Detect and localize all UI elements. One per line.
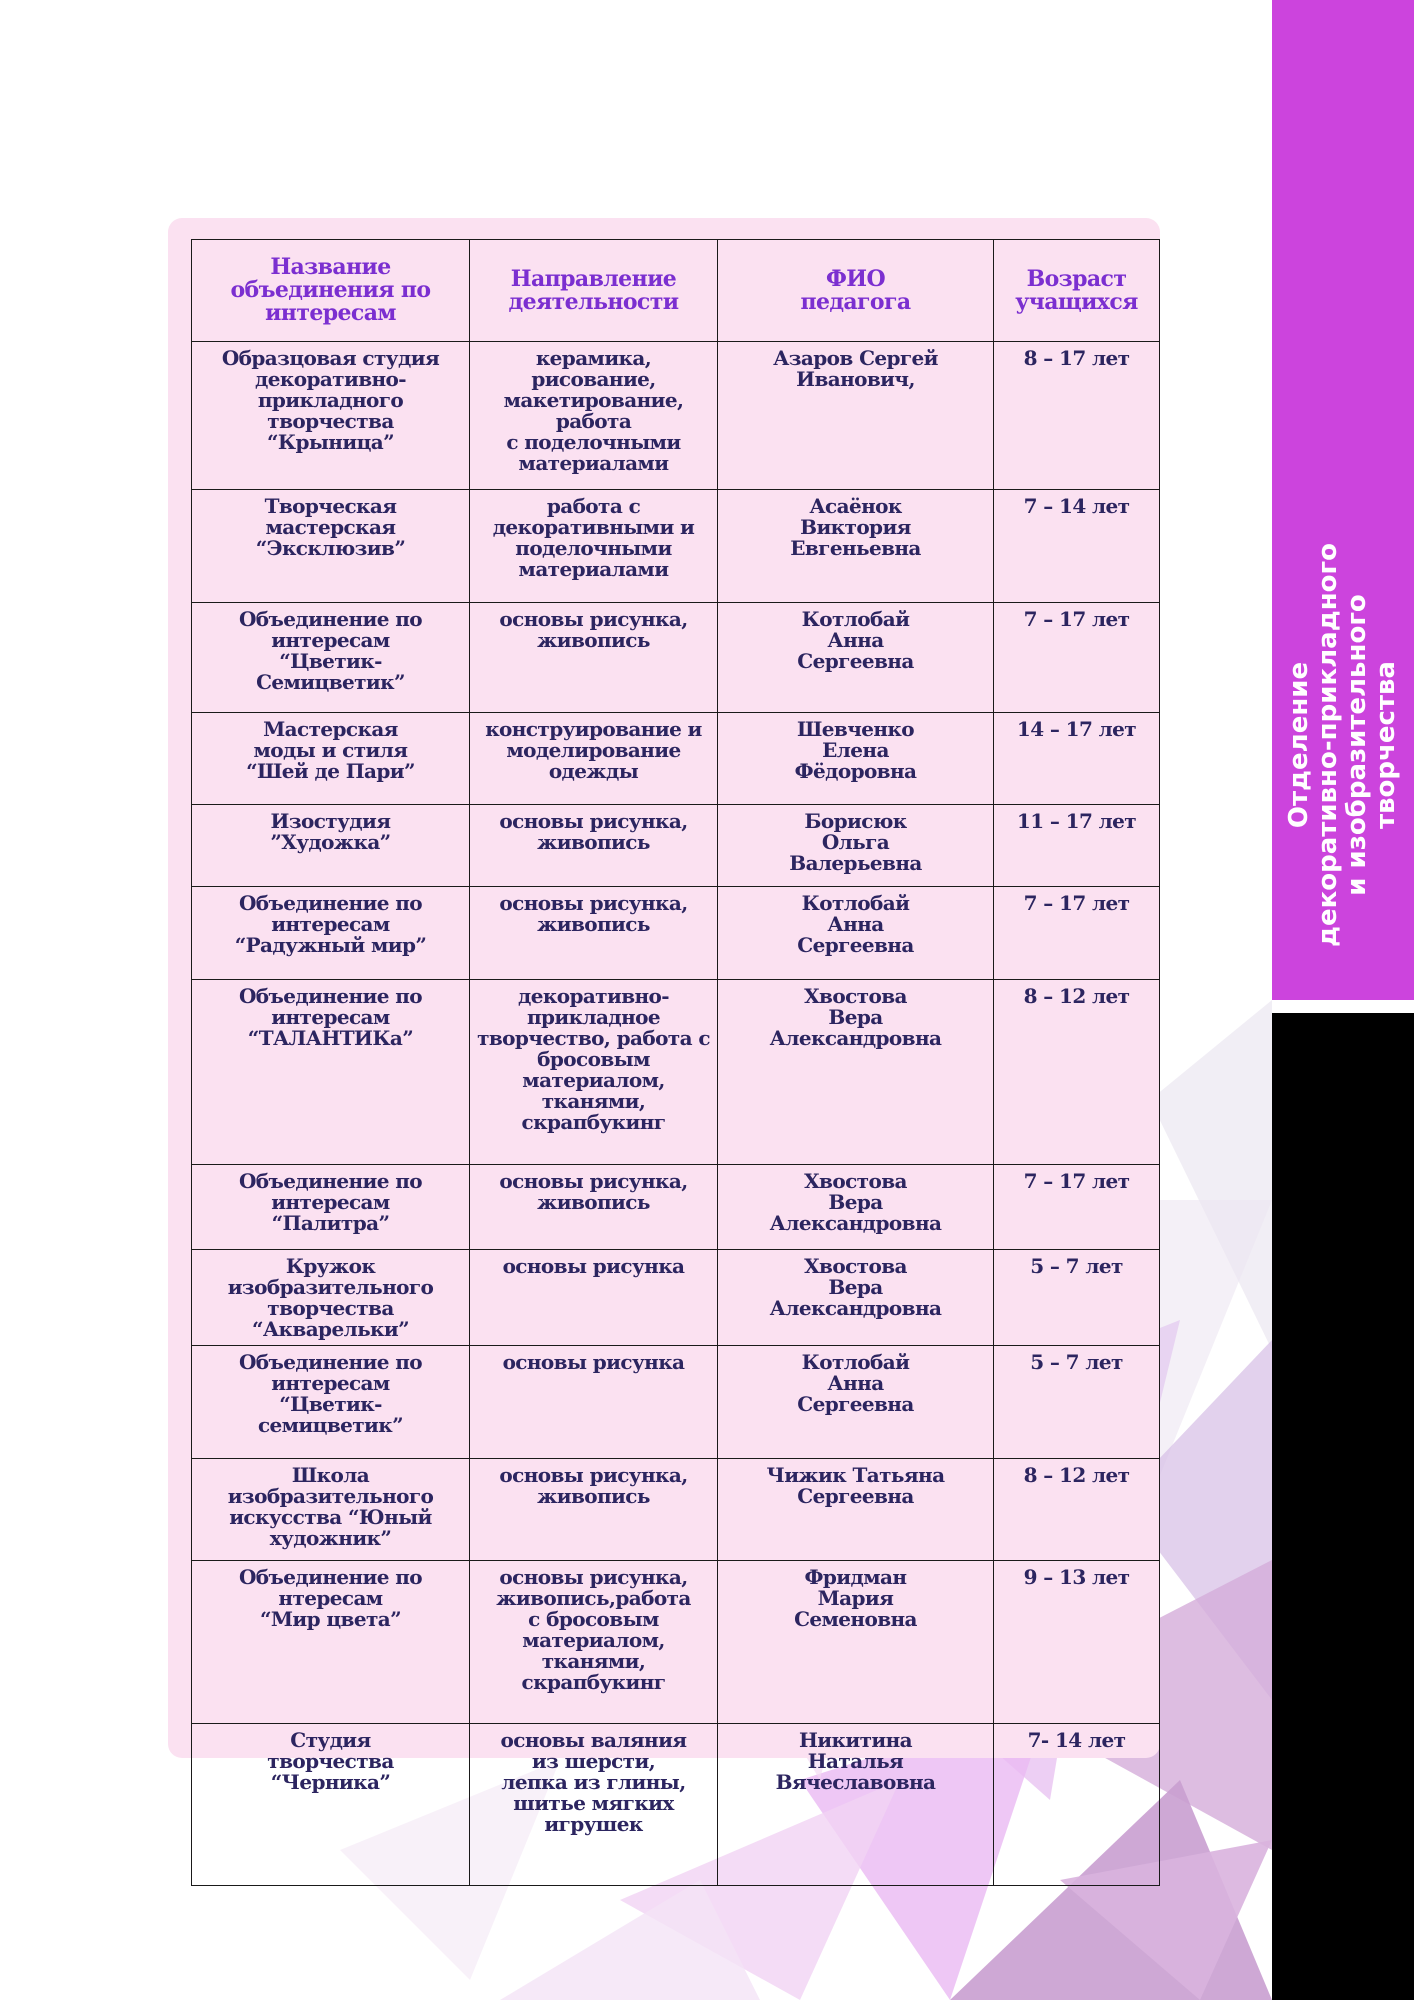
table-row (192, 342, 1160, 490)
cell-direction (470, 603, 718, 713)
cell-association-name-line: декоративно- (255, 367, 406, 391)
cell-association-name-line: “Шей де Пари” (246, 759, 415, 783)
cell-direction-line: основы рисунка, (499, 1463, 688, 1487)
cell-association-name-line: изобразительного (227, 1484, 434, 1508)
cell-direction-line: декоративными и (492, 515, 695, 539)
cell-direction-line: живопись,работа (496, 1586, 691, 1610)
cell-teacher-line: Чижик Татьяна (766, 1463, 945, 1487)
cell-association-name-line: искусства “Юный (229, 1505, 432, 1529)
cell-direction-line: бросовым (537, 1047, 650, 1071)
table-row (192, 1165, 1160, 1250)
cell-association-name (192, 1561, 470, 1724)
cell-direction-line: поделочными (515, 536, 672, 560)
cell-association-name-line: ”Художка” (270, 830, 391, 854)
cell-teacher-line: Котлобай (801, 1350, 910, 1374)
cell-age: 9 – 13 лет (994, 1561, 1160, 1724)
cell-direction-line: декоративно- (518, 984, 669, 1008)
cell-association-name-line: интересам (271, 1005, 390, 1029)
cell-direction-line: живопись (537, 1190, 650, 1214)
cell-direction-line: живопись (537, 628, 650, 652)
cell-association-name-line: Объединение по (238, 1350, 423, 1374)
cell-direction-line: лепка из глины, (501, 1770, 686, 1794)
cell-direction (470, 342, 718, 490)
cell-teacher-line: Хвостова (804, 984, 907, 1008)
cell-association-name-line: Объединение по (238, 607, 423, 631)
cell-association-name-line: художник” (269, 1526, 392, 1550)
cell-direction-line: моделирование (506, 738, 681, 762)
cell-teacher (718, 1561, 994, 1724)
cell-association-name (192, 603, 470, 713)
table-row (192, 980, 1160, 1165)
cell-association-name (192, 887, 470, 980)
table-row (192, 713, 1160, 805)
cell-association-name-line: Объединение по (238, 1169, 423, 1193)
cell-teacher-line: Анна (827, 912, 884, 936)
table-row (192, 1459, 1160, 1561)
cell-teacher (718, 1724, 994, 1886)
cell-age: 5 – 7 лет (994, 1346, 1160, 1459)
cell-teacher (718, 342, 994, 490)
cell-teacher (718, 980, 994, 1165)
cell-direction-line: творчество, работа с (477, 1026, 710, 1050)
cell-teacher-line: Вячеславовна (775, 1770, 936, 1794)
cell-association-name-line: “Эксклюзив” (255, 536, 406, 560)
cell-age: 7- 14 лет (994, 1724, 1160, 1886)
cell-direction-line: основы рисунка, (499, 891, 688, 915)
cell-direction-line: работа с (546, 494, 641, 518)
header-direction: Направление деятельности (470, 240, 718, 342)
cell-teacher-line: Александровна (769, 1211, 942, 1235)
cell-direction-line: с поделочными (506, 430, 681, 454)
cell-direction-line: конструирование и (485, 717, 702, 741)
cell-teacher-line: Валерьевна (789, 851, 922, 875)
cell-association-name-line: творчества (267, 1749, 394, 1773)
cell-association-name-line: Мастерская (263, 717, 398, 741)
cell-teacher-line: Анна (827, 1371, 884, 1395)
cell-association-name-line: Кружок (285, 1254, 376, 1278)
cell-direction (470, 1724, 718, 1886)
cell-association-name-line: прикладного (257, 388, 404, 412)
cell-direction-line: основы рисунка, (499, 809, 688, 833)
cell-direction-line: живопись (537, 912, 650, 936)
cell-association-name-line: “Палитра” (271, 1211, 390, 1235)
cell-age: 8 – 12 лет (994, 1459, 1160, 1561)
cell-association-name-line: “Цветик- (279, 649, 382, 673)
cell-association-name-line: Образцовая студия (221, 346, 440, 370)
cell-direction (470, 980, 718, 1165)
associations-table (191, 239, 1160, 1886)
cell-direction-line: одежды (548, 759, 639, 783)
cell-age: 5 – 7 лет (994, 1250, 1160, 1346)
cell-direction-line: из шерсти, (531, 1749, 656, 1773)
cell-teacher-line: Виктория (800, 515, 911, 539)
side-black-band (1272, 1013, 1414, 2000)
cell-association-name-line: Объединение по (238, 1565, 423, 1589)
cell-direction-line: тканями, (541, 1649, 646, 1673)
cell-association-name-line: интересам (271, 912, 390, 936)
header-association-name: Название объединения по интересам (192, 240, 470, 342)
cell-direction (470, 1346, 718, 1459)
cell-association-name (192, 1459, 470, 1561)
cell-association-name-line: Творческая (264, 494, 397, 518)
cell-direction-line: керамика, (535, 346, 652, 370)
cell-association-name-line: мастерская (265, 515, 396, 539)
department-title: Отделение декоративно-прикладного и изобразительного творчества (1284, 543, 1401, 947)
cell-association-name (192, 1250, 470, 1346)
cell-direction-line: тканями, (541, 1089, 646, 1113)
cell-direction-line: основы рисунка (502, 1254, 685, 1278)
cell-direction (470, 805, 718, 887)
cell-association-name-line: нтересам (278, 1586, 383, 1610)
cell-direction-line: работа (555, 409, 632, 433)
cell-teacher-line: Сергеевна (797, 1392, 914, 1416)
cell-teacher-line: Фридман (804, 1565, 907, 1589)
cell-teacher-line: Елена (822, 738, 889, 762)
cell-teacher-line: Александровна (769, 1296, 942, 1320)
cell-direction (470, 1561, 718, 1724)
cell-teacher-line: Евгеньевна (790, 536, 921, 560)
table-row (192, 490, 1160, 603)
cell-association-name-line: Объединение по (238, 984, 423, 1008)
cell-teacher (718, 1346, 994, 1459)
cell-association-name-line: семицветик” (257, 1413, 404, 1437)
cell-direction (470, 713, 718, 805)
cell-teacher-line: Семеновна (794, 1607, 917, 1631)
cell-direction-line: основы рисунка, (499, 1169, 688, 1193)
cell-association-name-line: “Крыница” (266, 430, 395, 454)
cell-direction-line: прикладное (527, 1005, 660, 1029)
cell-direction-line: с бросовым (528, 1607, 659, 1631)
cell-teacher-line: Наталья (807, 1749, 904, 1773)
cell-association-name-line: Школа (291, 1463, 370, 1487)
cell-direction-line: материалами (518, 557, 669, 581)
cell-age: 14 – 17 лет (994, 713, 1160, 805)
cell-direction-line: макетирование, (503, 388, 684, 412)
cell-teacher-line: Анна (827, 628, 884, 652)
cell-direction-line: материалом, (522, 1068, 665, 1092)
cell-teacher-line: Ольга (821, 830, 890, 854)
cell-teacher (718, 1165, 994, 1250)
cell-association-name (192, 1346, 470, 1459)
cell-association-name (192, 1724, 470, 1886)
cell-association-name-line: “ТАЛАНТИКа” (247, 1026, 414, 1050)
cell-teacher-line: Вера (828, 1005, 883, 1029)
cell-direction-line: игрушек (544, 1812, 643, 1836)
cell-teacher-line: Мария (817, 1586, 894, 1610)
cell-direction-line: материалами (518, 451, 669, 475)
cell-direction-line: живопись (537, 830, 650, 854)
cell-teacher-line: Борисюк (804, 809, 907, 833)
cell-age: 7 – 17 лет (994, 1165, 1160, 1250)
cell-direction-line: скрапбукинг (521, 1110, 666, 1134)
cell-teacher-line: Сергеевна (797, 933, 914, 957)
cell-teacher-line: Сергеевна (797, 649, 914, 673)
cell-association-name (192, 1165, 470, 1250)
cell-association-name-line: Объединение по (238, 891, 423, 915)
cell-association-name (192, 980, 470, 1165)
cell-association-name-line: творчества (267, 1296, 394, 1320)
table-row (192, 1561, 1160, 1724)
cell-association-name-line: Студия (290, 1728, 371, 1752)
cell-teacher-line: Хвостова (804, 1254, 907, 1278)
cell-direction (470, 1165, 718, 1250)
cell-teacher-line: Вера (828, 1275, 883, 1299)
cell-direction (470, 887, 718, 980)
cell-direction-line: основы рисунка, (499, 1565, 688, 1589)
cell-direction (470, 490, 718, 603)
cell-age: 8 – 17 лет (994, 342, 1160, 490)
cell-teacher-line: Иванович, (796, 367, 915, 391)
table-row (192, 887, 1160, 980)
cell-association-name-line: интересам (271, 628, 390, 652)
cell-age: 7 – 14 лет (994, 490, 1160, 603)
cell-association-name-line: творчества (267, 409, 394, 433)
cell-age: 8 – 12 лет (994, 980, 1160, 1165)
cell-association-name-line: “Цветик- (279, 1392, 382, 1416)
table-row (192, 1724, 1160, 1886)
cell-teacher-line: Хвостова (804, 1169, 907, 1193)
cell-association-name-line: Семицветик” (256, 670, 405, 694)
cell-direction-line: основы рисунка, (499, 607, 688, 631)
cell-association-name (192, 342, 470, 490)
cell-association-name-line: изобразительного (227, 1275, 434, 1299)
table-row (192, 1250, 1160, 1346)
cell-age: 7 – 17 лет (994, 603, 1160, 713)
cell-association-name-line: “Черника” (270, 1770, 391, 1794)
cell-teacher-line: Котлобай (801, 891, 910, 915)
cell-direction-line: основы рисунка (502, 1350, 685, 1374)
cell-direction-line: материалом, (522, 1628, 665, 1652)
table-row (192, 603, 1160, 713)
cell-association-name-line: моды и стиля (253, 738, 408, 762)
cell-direction-line: основы валяния (500, 1728, 687, 1752)
cell-association-name (192, 805, 470, 887)
cell-teacher-line: Вера (828, 1190, 883, 1214)
cell-teacher (718, 805, 994, 887)
cell-teacher (718, 603, 994, 713)
cell-association-name-line: интересам (271, 1371, 390, 1395)
cell-association-name-line: “Акварельки” (251, 1317, 410, 1341)
cell-direction-line: живопись (537, 1484, 650, 1508)
header-age: Возраст учащихся (994, 240, 1160, 342)
cell-teacher-line: Шевченко (797, 717, 914, 741)
cell-association-name-line: “Мир цвета” (259, 1607, 402, 1631)
cell-direction-line: рисование, (531, 367, 656, 391)
cell-teacher (718, 1250, 994, 1346)
cell-teacher-line: Сергеевна (797, 1484, 914, 1508)
cell-association-name (192, 490, 470, 603)
cell-age: 7 – 17 лет (994, 887, 1160, 980)
table-row (192, 805, 1160, 887)
cell-teacher (718, 490, 994, 603)
cell-teacher (718, 887, 994, 980)
cell-teacher (718, 1459, 994, 1561)
cell-direction (470, 1250, 718, 1346)
cell-teacher (718, 713, 994, 805)
cell-teacher-line: Азаров Сергей (773, 346, 938, 370)
cell-teacher-line: Александровна (769, 1026, 942, 1050)
header-teacher: ФИО педагога (718, 240, 994, 342)
cell-direction-line: скрапбукинг (521, 1670, 666, 1694)
cell-direction-line: шитье мягких (513, 1791, 674, 1815)
table-row (192, 1346, 1160, 1459)
cell-association-name-line: Изостудия (270, 809, 391, 833)
cell-direction (470, 1459, 718, 1561)
cell-teacher-line: Фёдоровна (794, 759, 917, 783)
cell-association-name (192, 713, 470, 805)
cell-association-name-line: “Радужный мир” (234, 933, 427, 957)
cell-teacher-line: Асаёнок (809, 494, 902, 518)
cell-age: 11 – 17 лет (994, 805, 1160, 887)
table-header-row (192, 240, 1160, 342)
cell-teacher-line: Котлобай (801, 607, 910, 631)
cell-teacher-line: Никитина (798, 1728, 913, 1752)
cell-association-name-line: интересам (271, 1190, 390, 1214)
